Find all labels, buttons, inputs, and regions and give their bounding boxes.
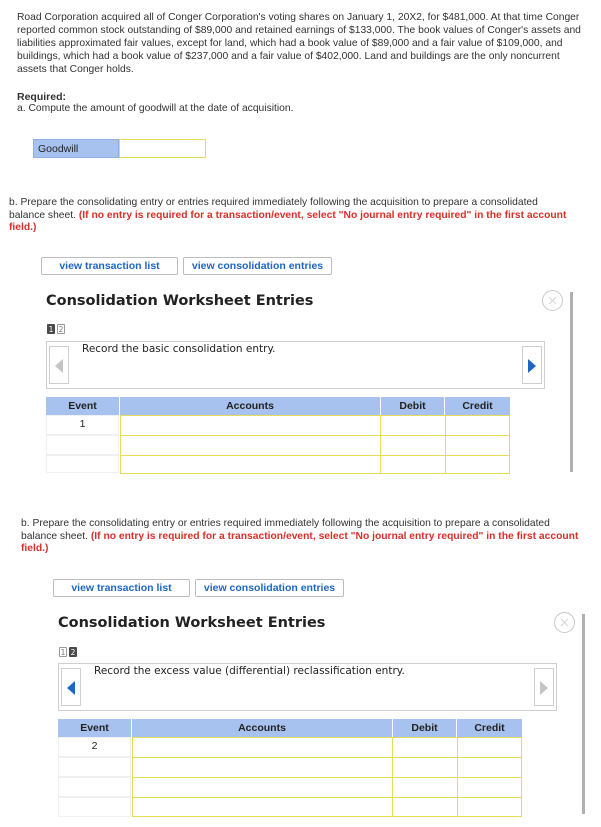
debit-input[interactable] [392, 797, 458, 817]
credit-input[interactable] [457, 737, 522, 758]
part-a-instruction: a. Compute the amount of goodwill at the date of acquisition. [17, 103, 294, 114]
prev-entry-button[interactable] [49, 346, 69, 384]
event-number: 2 [58, 737, 131, 757]
part-b-instruction [9, 197, 569, 235]
page-2-indicator[interactable]: 2 [70, 648, 76, 657]
part-b-warning: (If no entry is required for a transaction/event, select "No journal entry required" in the first account field.) [9, 209, 567, 233]
part-b-text: b. Prepare the consolidating entry or entries required immediately following the acquisition to prepare a consolidated balance sheet. [9, 197, 538, 221]
debit-input[interactable] [392, 737, 458, 758]
entry-description: Record the excess value (differential) reclassification entry. [94, 665, 405, 677]
credit-input[interactable] [457, 797, 522, 817]
event-cell-empty [58, 757, 131, 777]
credit-input[interactable] [445, 455, 510, 474]
event-cell-empty [46, 435, 119, 455]
worksheet-title: Consolidation Worksheet Entries [46, 293, 314, 309]
worksheet-title: Consolidation Worksheet Entries [58, 615, 326, 631]
scrollbar[interactable] [582, 614, 585, 814]
accounts-header: Accounts [120, 397, 380, 415]
debit-input[interactable] [392, 757, 458, 778]
debit-header: Debit [393, 719, 456, 737]
page-1-indicator[interactable]: 1 [48, 325, 54, 334]
next-entry-button[interactable] [534, 668, 554, 706]
event-cell-empty [58, 777, 131, 797]
goodwill-label: Goodwill [33, 139, 119, 158]
view-transaction-list-button[interactable]: view transaction list [41, 257, 178, 275]
credit-input[interactable] [445, 435, 510, 456]
credit-header: Credit [457, 719, 522, 737]
credit-input[interactable] [457, 757, 522, 778]
page-1-indicator[interactable]: 1 [60, 648, 66, 657]
scrollbar[interactable] [570, 292, 573, 472]
required-heading: Required: [17, 91, 67, 103]
debit-input[interactable] [380, 415, 446, 436]
accounts-header: Accounts [132, 719, 392, 737]
part-b-instruction [21, 518, 581, 556]
chevron-left-icon [54, 358, 64, 374]
account-input[interactable] [132, 737, 393, 758]
event-number: 1 [46, 415, 119, 435]
entry-description: Record the basic consolidation entry. [82, 343, 276, 355]
credit-header: Credit [445, 397, 510, 415]
view-consolidation-entries-button[interactable]: view consolidation entries [195, 579, 344, 597]
chevron-left-icon [66, 680, 76, 696]
view-transaction-list-button[interactable]: view transaction list [53, 579, 190, 597]
event-header: Event [46, 397, 119, 415]
chevron-right-icon [539, 680, 549, 696]
event-cell-empty [46, 455, 119, 473]
debit-input[interactable] [380, 435, 446, 456]
account-input[interactable] [132, 757, 393, 778]
chevron-right-icon [527, 358, 537, 374]
debit-input[interactable] [380, 455, 446, 474]
credit-input[interactable] [457, 777, 522, 798]
close-icon[interactable] [554, 612, 575, 633]
goodwill-input[interactable] [119, 139, 206, 158]
credit-input[interactable] [445, 415, 510, 436]
part-b-warning: (If no entry is required for a transaction/event, select "No journal entry required" in the first account field.) [21, 530, 579, 554]
close-icon[interactable] [542, 290, 563, 311]
account-input[interactable] [120, 435, 381, 456]
account-input[interactable] [120, 455, 381, 474]
part-b-text: b. Prepare the consolidating entry or entries required immediately following the acquisition to prepare a consolidated balance sheet. [21, 518, 550, 542]
account-input[interactable] [132, 797, 393, 817]
account-input[interactable] [120, 415, 381, 436]
prev-entry-button[interactable] [61, 668, 81, 706]
event-header: Event [58, 719, 131, 737]
problem-statement: Road Corporation acquired all of Conger Corporation's voting shares on January 1, 20X2, for $481,000. At that time Conger reported common stock outstanding of $89,000 and retained earnings of $133,000. The book values of Conger's assets and liabilities approximated fair values, except for land, which had a book value of $89,000 and a fair value of $109,000, and buildings, which had a book value of $237,000 and a fair value of $402,000. Land and buildings are the only noncurrent assets that Conger holds. [17, 12, 581, 75]
event-cell-empty [58, 797, 131, 817]
page-2-indicator[interactable]: 2 [58, 325, 64, 334]
account-input[interactable] [132, 777, 393, 798]
view-consolidation-entries-button[interactable]: view consolidation entries [183, 257, 332, 275]
debit-input[interactable] [392, 777, 458, 798]
debit-header: Debit [381, 397, 444, 415]
next-entry-button[interactable] [522, 346, 542, 384]
